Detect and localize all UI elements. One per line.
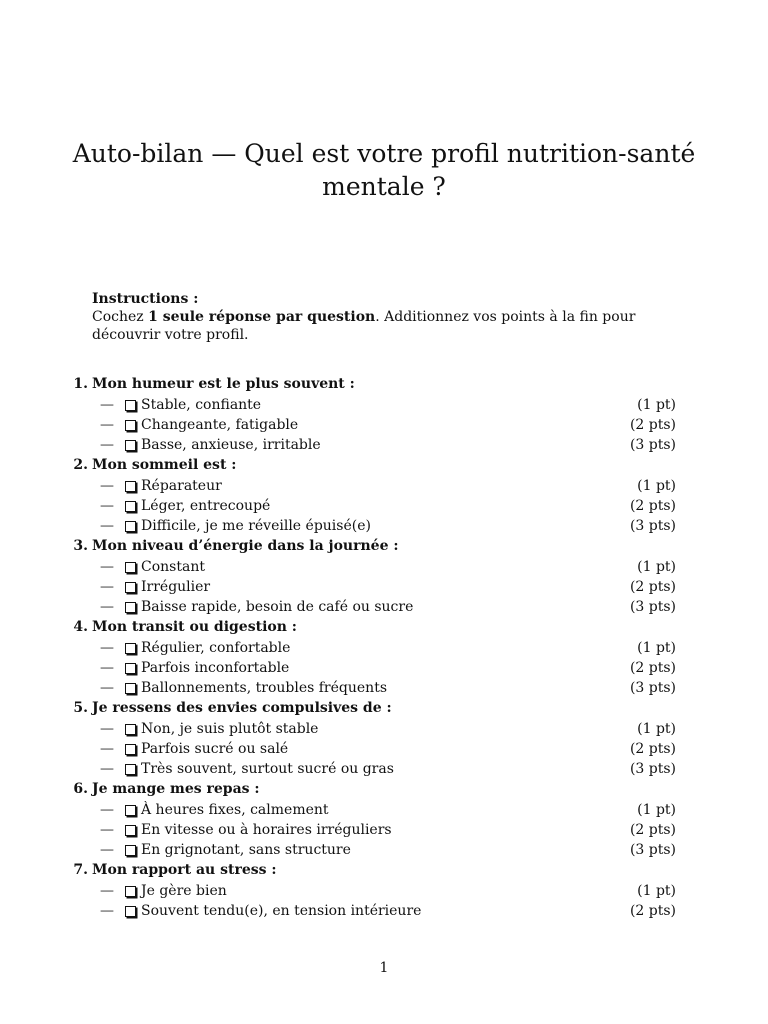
answer-option[interactable] — [0, 840, 768, 860]
option-points: (1 pt) — [637, 559, 676, 575]
option-points: (2 pts) — [629, 417, 676, 433]
option-label: En vitesse ou à horaires irréguliers — [141, 822, 392, 838]
answer-option[interactable] — [0, 658, 768, 678]
option-points: (3 pts) — [629, 518, 676, 534]
answer-option[interactable] — [0, 719, 768, 739]
option-dash: — — [100, 802, 114, 818]
question-label: Je ressens des envies compulsives de : — [92, 700, 392, 716]
question-number: 2. — [73, 457, 88, 473]
option-points: (1 pt) — [637, 478, 676, 494]
answer-option[interactable] — [0, 739, 768, 759]
answer-option[interactable] — [0, 759, 768, 779]
question-label: Mon rapport au stress : — [92, 862, 277, 878]
instructions-block — [92, 290, 682, 344]
question-number: 7. — [73, 862, 88, 878]
checkbox-icon[interactable] — [125, 501, 136, 512]
option-dash: — — [100, 680, 114, 696]
checkbox-icon[interactable] — [125, 420, 136, 431]
option-dash: — — [100, 640, 114, 656]
question-title — [0, 779, 768, 800]
answer-option[interactable] — [0, 476, 768, 496]
option-points: (3 pts) — [629, 842, 676, 858]
answer-option[interactable] — [0, 577, 768, 597]
question-number: 6. — [73, 781, 88, 797]
option-label: Très souvent, surtout sucré ou gras — [141, 761, 394, 777]
option-dash: — — [100, 478, 114, 494]
option-dash: — — [100, 761, 114, 777]
option-label: Parfois sucré ou salé — [141, 741, 289, 757]
questions-list — [0, 374, 768, 921]
option-points: (3 pts) — [629, 599, 676, 615]
question-label: Mon humeur est le plus souvent : — [92, 376, 355, 392]
option-points: (1 pt) — [637, 883, 676, 899]
option-dash: — — [100, 498, 114, 514]
option-dash: — — [100, 599, 114, 615]
question-label: Mon transit ou digestion : — [92, 619, 297, 635]
answer-option[interactable] — [0, 435, 768, 455]
option-label: Irrégulier — [141, 579, 211, 595]
question-label: Je mange mes repas : — [92, 781, 260, 797]
checkbox-icon[interactable] — [125, 602, 136, 613]
question — [0, 374, 768, 455]
answer-option[interactable] — [0, 800, 768, 820]
option-dash: — — [100, 579, 114, 595]
option-points: (3 pts) — [629, 437, 676, 453]
option-dash: — — [100, 417, 114, 433]
answer-option[interactable] — [0, 820, 768, 840]
question-title — [0, 374, 768, 395]
question-title — [0, 698, 768, 719]
option-dash: — — [100, 559, 114, 575]
question-number: 5. — [73, 700, 88, 716]
checkbox-icon[interactable] — [125, 481, 136, 492]
question — [0, 779, 768, 860]
question-label: Mon niveau d’énergie dans la journée : — [92, 538, 399, 554]
option-label: Baisse rapide, besoin de café ou sucre — [141, 599, 414, 615]
option-dash: — — [100, 660, 114, 676]
checkbox-icon[interactable] — [125, 744, 136, 755]
document-title: Auto-bilan — Quel est votre profil nutrition-santé mentale ? — [72, 139, 696, 201]
option-points: (1 pt) — [637, 721, 676, 737]
question-number: 1. — [73, 376, 88, 392]
instructions-suffix: . Additionnez vos points à la fin pour découvrir votre profil. — [92, 309, 636, 343]
option-points: (1 pt) — [637, 397, 676, 413]
checkbox-icon[interactable] — [125, 400, 136, 411]
checkbox-icon[interactable] — [125, 845, 136, 856]
option-dash: — — [100, 903, 114, 919]
option-label: Parfois inconfortable — [141, 660, 290, 676]
option-points: (2 pts) — [629, 822, 676, 838]
option-points: (2 pts) — [629, 741, 676, 757]
option-label: À heures fixes, calmement — [141, 802, 329, 818]
question — [0, 455, 768, 536]
instructions-emphasis: 1 seule réponse par question — [148, 309, 376, 325]
answer-option[interactable] — [0, 496, 768, 516]
page-number: 1 — [379, 960, 389, 976]
option-label: Non, je suis plutôt stable — [141, 721, 319, 737]
option-points: (1 pt) — [637, 640, 676, 656]
checkbox-icon[interactable] — [125, 521, 136, 532]
option-label: Basse, anxieuse, irritable — [141, 437, 321, 453]
checkbox-icon[interactable] — [125, 582, 136, 593]
checkbox-icon[interactable] — [125, 764, 136, 775]
question-title — [0, 617, 768, 638]
checkbox-icon[interactable] — [125, 440, 136, 451]
checkbox-icon[interactable] — [125, 886, 136, 897]
option-points: (2 pts) — [629, 903, 676, 919]
option-label: Réparateur — [141, 478, 222, 494]
answer-option[interactable] — [0, 557, 768, 577]
option-dash: — — [100, 822, 114, 838]
checkbox-icon[interactable] — [125, 825, 136, 836]
answer-option[interactable] — [0, 678, 768, 698]
option-dash: — — [100, 518, 114, 534]
question — [0, 698, 768, 779]
answer-option[interactable] — [0, 395, 768, 415]
option-label: En grignotant, sans structure — [141, 842, 351, 858]
option-label: Constant — [141, 559, 205, 575]
option-label: Souvent tendu(e), en tension intérieure — [141, 903, 422, 919]
question — [0, 617, 768, 698]
answer-option[interactable] — [0, 881, 768, 901]
checkbox-icon[interactable] — [125, 805, 136, 816]
question — [0, 860, 768, 921]
option-points: (3 pts) — [629, 761, 676, 777]
checkbox-icon[interactable] — [125, 906, 136, 917]
option-label: Je gère bien — [141, 883, 227, 899]
checkbox-icon[interactable] — [125, 724, 136, 735]
option-dash: — — [100, 883, 114, 899]
option-points: (1 pt) — [637, 802, 676, 818]
option-dash: — — [100, 397, 114, 413]
question-number: 3. — [73, 538, 88, 554]
answer-option[interactable] — [0, 415, 768, 435]
instructions-text — [92, 308, 682, 344]
checkbox-icon[interactable] — [125, 562, 136, 573]
option-label: Ballonnements, troubles fréquents — [141, 680, 387, 696]
option-dash: — — [100, 437, 114, 453]
option-label: Stable, confiante — [141, 397, 262, 413]
question-title — [0, 536, 768, 557]
checkbox-icon[interactable] — [125, 663, 136, 674]
option-label: Changeante, fatigable — [141, 417, 299, 433]
option-label: Régulier, confortable — [141, 640, 291, 656]
answer-option[interactable] — [0, 516, 768, 536]
instructions-heading: Instructions : — [92, 291, 199, 307]
option-points: (2 pts) — [629, 660, 676, 676]
question-title — [0, 860, 768, 881]
question-title — [0, 455, 768, 476]
option-dash: — — [100, 842, 114, 858]
question — [0, 536, 768, 617]
question-number: 4. — [73, 619, 88, 635]
option-points: (3 pts) — [629, 680, 676, 696]
question-label: Mon sommeil est : — [92, 457, 237, 473]
instructions-prefix: Cochez — [92, 309, 149, 325]
answer-option[interactable] — [0, 597, 768, 617]
option-dash: — — [100, 741, 114, 757]
option-label: Difficile, je me réveille épuisé(e) — [141, 518, 371, 534]
option-points: (2 pts) — [629, 498, 676, 514]
option-points: (2 pts) — [629, 579, 676, 595]
checkbox-icon[interactable] — [125, 643, 136, 654]
answer-option[interactable] — [0, 638, 768, 658]
option-dash: — — [100, 721, 114, 737]
answer-option[interactable] — [0, 901, 768, 921]
option-label: Léger, entrecoupé — [141, 498, 271, 514]
checkbox-icon[interactable] — [125, 683, 136, 694]
